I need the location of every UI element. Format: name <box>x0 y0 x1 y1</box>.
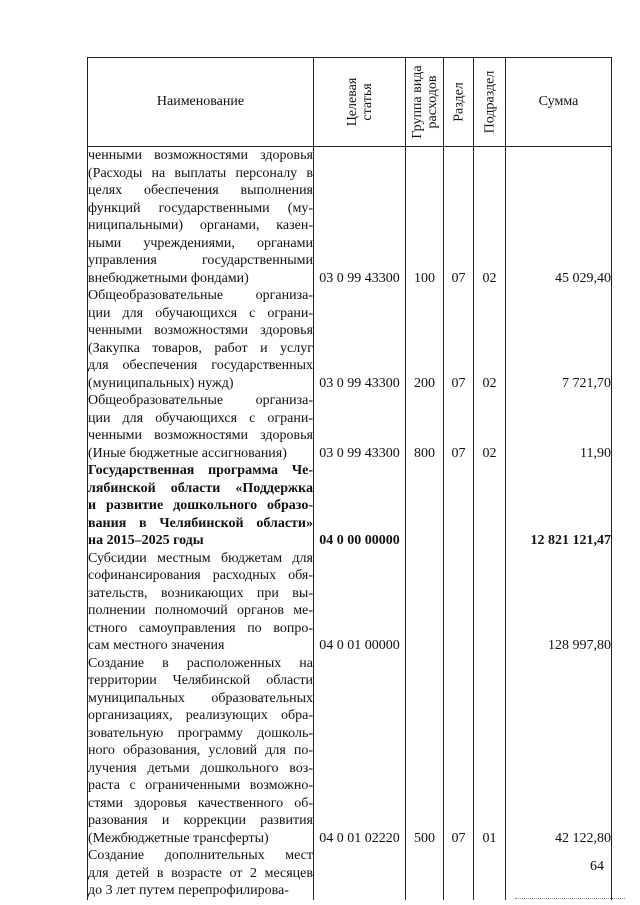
row-name-line: вания в Челябинской области» <box>88 515 313 531</box>
row-name-line: на 2015–2025 годы <box>88 533 204 548</box>
row-name-line: зательств, возникающих при вы- <box>88 585 313 601</box>
row-name-line: целях обеспечения выполнения <box>88 183 313 198</box>
row-name-line: муниципальных образовательных <box>88 690 313 706</box>
table-row <box>88 147 612 288</box>
row-name-line: территории Челябинской области <box>88 673 313 688</box>
header-target-line-1: Целевая <box>344 77 360 127</box>
row-subsection: 02 <box>474 147 506 288</box>
row-name-line: (Расходы на выплаты персоналу в <box>88 165 313 181</box>
row-name-line: Создание дополнительных мест <box>88 848 313 863</box>
row-expense-group: 200 <box>406 287 444 392</box>
row-name-line: ными учреждениями, органами <box>88 235 313 251</box>
row-subsection: 02 <box>474 287 506 392</box>
row-target-article: 03 0 99 43300 <box>314 392 406 462</box>
row-name-line: и развитие дошкольного образо- <box>88 498 313 513</box>
header-group-line-1: Группа вида <box>409 65 425 139</box>
row-section: 07 <box>444 147 474 288</box>
row-target-article <box>314 847 406 900</box>
table-row <box>88 550 612 655</box>
row-name-line: ции для обучающихся с ограни- <box>88 410 313 426</box>
row-name-cell <box>88 392 314 462</box>
table-row <box>88 655 612 848</box>
row-name-line: (Межбюджетные трансферты) <box>88 830 269 846</box>
table-row <box>88 462 612 550</box>
row-subsection <box>474 847 506 900</box>
row-name-cell <box>88 287 314 392</box>
row-subsection: 01 <box>474 655 506 848</box>
row-expense-group <box>406 462 444 550</box>
row-section: 07 <box>444 287 474 392</box>
row-name-line: Государственная программа Че- <box>88 463 313 478</box>
header-target-article <box>314 58 406 147</box>
row-name-line: сам местного значения <box>88 638 225 653</box>
row-sum: 11,90 <box>506 392 612 462</box>
row-name-line: для обеспечения государственных <box>88 358 313 373</box>
row-name-line: ции для обучающихся с ограни- <box>88 305 313 321</box>
row-sum: 128 997,80 <box>506 550 612 655</box>
row-name-line: полнении полномочий органов ме- <box>88 603 313 618</box>
row-expense-group: 500 <box>406 655 444 848</box>
row-name-line: для детей в возрасте от 2 месяцев <box>88 865 313 881</box>
row-expense-group <box>406 550 444 655</box>
row-sum: 42 122,80 <box>506 655 612 848</box>
row-name-line: ниципальными) органами, казен- <box>88 218 313 233</box>
row-name-line: лябинской области «Поддержка <box>88 480 313 496</box>
row-expense-group: 100 <box>406 147 444 288</box>
table-row <box>88 287 612 392</box>
row-name-line: ного образования, условий для по- <box>88 743 313 758</box>
row-sum: 45 029,40 <box>506 147 612 288</box>
row-name-line: стного самоуправления по вопро- <box>88 620 313 636</box>
row-section: 07 <box>444 655 474 848</box>
row-name-cell <box>88 847 314 900</box>
row-name-line: ченными возможностями здоровья <box>88 148 313 163</box>
header-section-label: Раздел <box>451 82 466 122</box>
row-name-line: (Закупка товаров, работ и услуг <box>88 340 313 356</box>
row-name-line: до 3 лет путем перепрофилирова- <box>88 883 289 898</box>
header-subsection-label: Подраздел <box>482 70 497 134</box>
row-name-line: зовательную программу дошколь- <box>88 725 313 741</box>
row-section <box>444 462 474 550</box>
row-sum: 12 821 121,47 <box>506 462 612 550</box>
row-subsection <box>474 550 506 655</box>
table-row <box>88 847 612 900</box>
header-group-line-2: расходов <box>424 75 440 129</box>
row-name-line: (муниципальных) нужд) <box>88 375 234 391</box>
row-name-line: Общеобразовательные организа- <box>88 288 313 303</box>
header-name: Наименование <box>88 58 314 147</box>
row-subsection <box>474 462 506 550</box>
row-name-cell <box>88 655 314 848</box>
budget-table <box>87 57 612 900</box>
row-name-line: (Иные бюджетные ассигнования) <box>88 445 287 461</box>
row-sum: 7 721,70 <box>506 287 612 392</box>
table-body <box>88 147 612 900</box>
row-subsection: 02 <box>474 392 506 462</box>
row-target-article: 04 0 01 00000 <box>314 550 406 655</box>
row-name-line: ченными возможностями здоровья <box>88 428 313 443</box>
row-section <box>444 847 474 900</box>
row-target-article: 04 0 00 00000 <box>314 462 406 550</box>
header-section <box>444 58 474 147</box>
row-name-line: Создание в расположенных на <box>88 655 313 671</box>
row-name-line: Общеобразовательные организа- <box>88 393 313 408</box>
row-name-cell <box>88 147 314 288</box>
row-section: 07 <box>444 392 474 462</box>
row-name-cell <box>88 462 314 550</box>
header-target-line-2: статья <box>359 83 375 121</box>
row-name-line: Субсидии местным бюджетам для <box>88 550 313 566</box>
row-name-line: управления государственными <box>88 253 313 268</box>
page-number: 64 <box>590 859 604 874</box>
row-section <box>444 550 474 655</box>
row-name-line: софинансирования расходных обя- <box>88 568 313 583</box>
row-name-line: организациях, реализующих обра- <box>88 708 313 723</box>
row-name-cell <box>88 550 314 655</box>
table-row <box>88 392 612 462</box>
header-sum: Сумма <box>506 58 612 147</box>
row-name-line: внебюджетными фондами) <box>88 270 249 286</box>
row-name-line: ченными возможностями здоровья <box>88 323 313 338</box>
row-name-line: функций государственными (му- <box>88 200 313 216</box>
row-expense-group <box>406 847 444 900</box>
row-name-line: разования и коррекции развития <box>88 813 313 828</box>
row-target-article: 04 0 01 02220 <box>314 655 406 848</box>
footer-dotted-line <box>515 898 625 899</box>
row-target-article: 03 0 99 43300 <box>314 287 406 392</box>
header-subsection <box>474 58 506 147</box>
row-target-article: 03 0 99 43300 <box>314 147 406 288</box>
row-expense-group: 800 <box>406 392 444 462</box>
row-name-line: стями здоровья качественного об- <box>88 795 313 811</box>
row-name-line: раста с ограниченными возможно- <box>88 778 313 793</box>
table-header-row <box>88 58 612 147</box>
row-name-line: лучения детьми дошкольного воз- <box>88 760 313 776</box>
header-expense-group <box>406 58 444 147</box>
